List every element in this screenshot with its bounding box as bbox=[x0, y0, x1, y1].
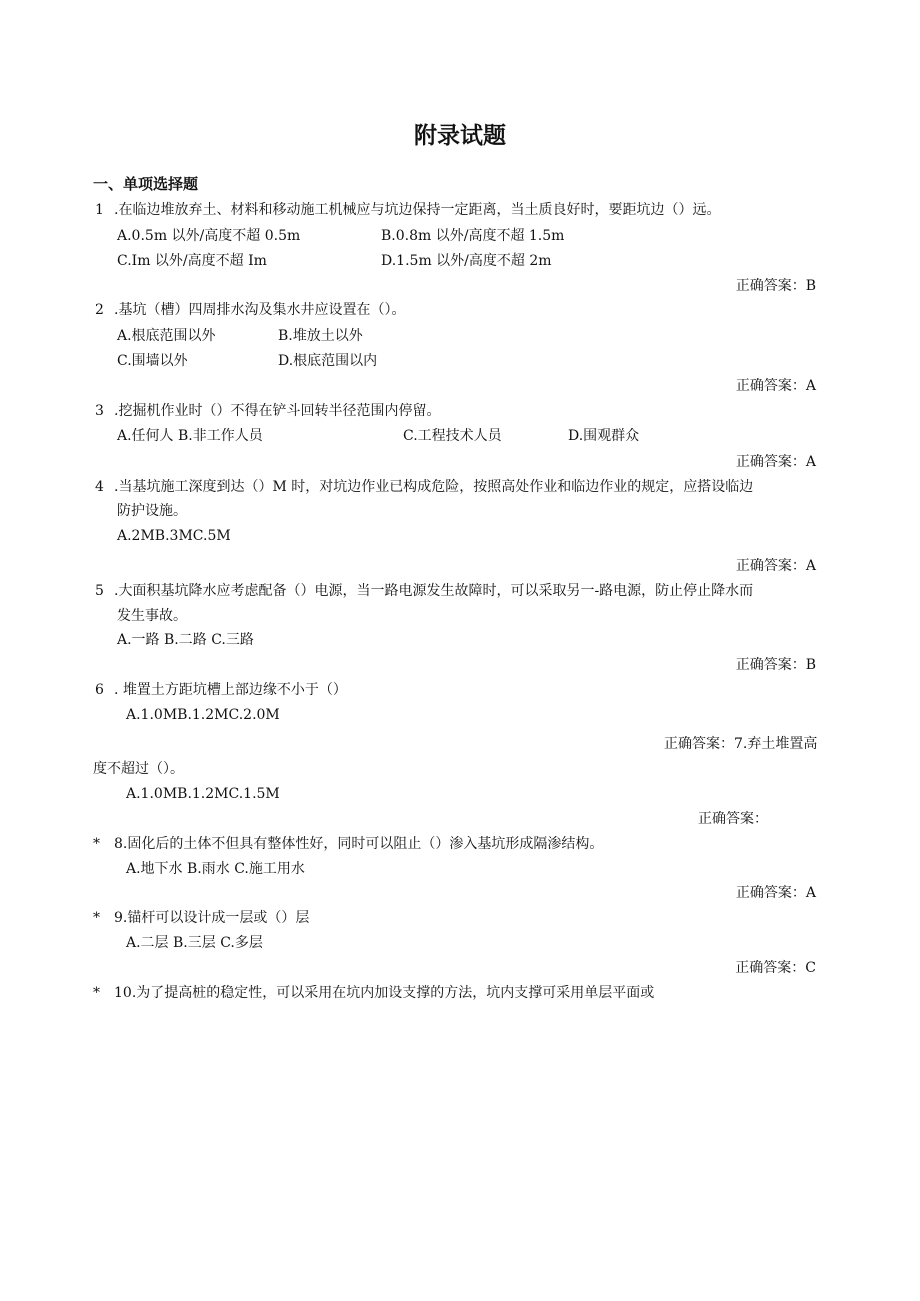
answer: 正确答案：B bbox=[735, 278, 816, 294]
question-number: 1 bbox=[95, 202, 104, 218]
option-a: A.根底范围以外 bbox=[117, 328, 216, 344]
option-d: D.1.5m 以外/高度不超 2m bbox=[381, 253, 552, 269]
question-text-continued: 防护设施。 bbox=[117, 503, 187, 519]
option-ab: A.任何人 B.非工作人员 bbox=[117, 428, 263, 444]
star-marker: * bbox=[93, 836, 100, 852]
option-a: A.0.5m 以外/高度不超 0.5m bbox=[117, 228, 301, 244]
option-d: D.根底范围以内 bbox=[278, 353, 378, 369]
option-c: C.工程技术人员 bbox=[403, 428, 502, 444]
question-text: .当基坑施工深度到达（）M 时，对坑边作业已构成危险，按照高处作业和临边作业的规定，应搭设临边 bbox=[114, 479, 754, 495]
star-marker: * bbox=[93, 985, 100, 1001]
question-text: . 堆置土方距坑槽上部边缘不小于（） bbox=[114, 682, 347, 698]
options: A.1.0MB.1.2MC.1.5M bbox=[126, 786, 280, 802]
question-number: 5 bbox=[95, 583, 104, 599]
question-text: .基坑（槽）四周排水沟及集水井应设置在（）。 bbox=[114, 302, 406, 318]
answer: 正确答案：A bbox=[735, 558, 816, 574]
question-text: 10.为了提高桩的稳定性，可以采用在坑内加设支撑的方法，坑内支撑可采用单层平面或 bbox=[114, 985, 655, 1001]
options: A.地下水 B.雨水 C.施工用水 bbox=[126, 861, 305, 877]
question-number: 2 bbox=[95, 302, 104, 318]
section-heading: 一、单项选择题 bbox=[93, 175, 199, 193]
options: A.一路 B.二路 C.三路 bbox=[117, 632, 254, 648]
question-text: 9.锚杆可以设计成一层或（）层 bbox=[114, 910, 310, 926]
answer: 正确答案：B bbox=[735, 657, 816, 673]
question-text: .挖掘机作业时（）不得在铲斗回转半径范围内停留。 bbox=[114, 403, 441, 419]
answer: 正确答案：7.弃土堆置高 bbox=[664, 736, 818, 752]
question-text: 8.固化后的土体不但具有整体性好，同时可以阻止（）渗入基坑形成隔渗结构。 bbox=[114, 836, 604, 852]
answer: 正确答案：A bbox=[735, 885, 816, 901]
question-number: 3 bbox=[95, 403, 104, 419]
question-text: .大面积基坑降水应考虑配备（）电源，当一路电源发生故障时，可以采取另一-路电源，防止停止降水而 bbox=[114, 583, 754, 599]
option-b: B.堆放土以外 bbox=[278, 328, 363, 344]
option-d: D.围观群众 bbox=[568, 428, 640, 444]
options: A.二层 B.三层 C.多层 bbox=[126, 935, 263, 951]
option-c: C.Im 以外/高度不超 Im bbox=[117, 253, 267, 269]
answer: 正确答案：A bbox=[735, 454, 816, 470]
question-text: .在临边堆放弃土、材料和移动施工机械应与坑边保持一定距离，当土质良好时，要距坑边（）远。 bbox=[114, 202, 721, 218]
question-number: 6 bbox=[95, 682, 104, 698]
option-c: C.围墙以外 bbox=[117, 353, 188, 369]
options: A.1.0MB.1.2MC.2.0M bbox=[126, 707, 280, 723]
option-b: B.0.8m 以外/高度不超 1.5m bbox=[381, 228, 565, 244]
star-marker: * bbox=[93, 910, 100, 926]
question-number: 4 bbox=[95, 479, 104, 495]
options: A.2MB.3MC.5M bbox=[117, 528, 231, 544]
answer: 正确答案： bbox=[698, 811, 768, 827]
page-title: 附录试题 bbox=[414, 123, 506, 149]
question-text: 度不超过（）。 bbox=[93, 761, 184, 777]
answer: 正确答案：C bbox=[735, 960, 816, 976]
answer: 正确答案：A bbox=[735, 378, 816, 394]
question-text-continued: 发生事故。 bbox=[117, 608, 187, 624]
